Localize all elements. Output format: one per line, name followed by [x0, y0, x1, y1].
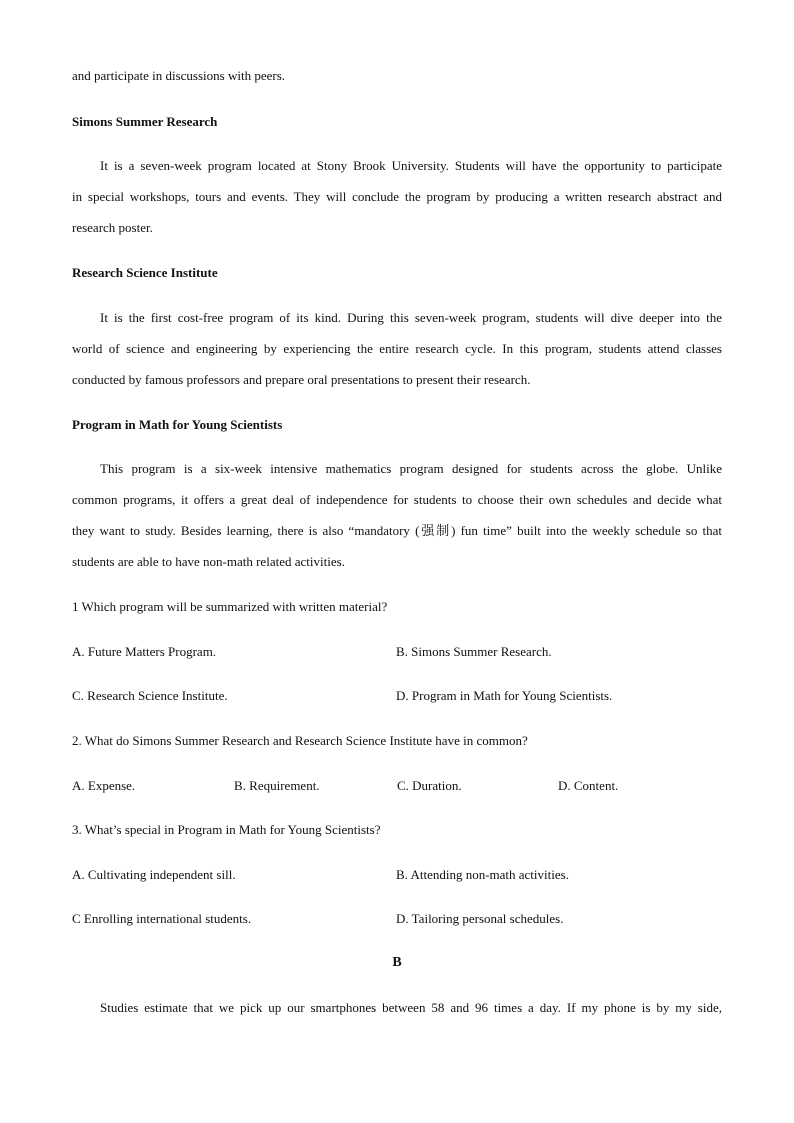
question-option: C. Research Science Institute. — [72, 688, 228, 703]
program-line: they want to study. Besides learning, there is also “mandatory (强制) fun time” built into the weekly schedule so that — [72, 523, 722, 538]
program-line: research poster. — [72, 220, 153, 235]
question-option: A. Expense. — [72, 778, 136, 793]
program-line: in special workshops, tours and events. They will conclude the program by producing a written research abstract and — [72, 189, 722, 204]
program-line: common programs, it offers a great deal of independence for students to choose their own schedules and decide what — [72, 492, 722, 507]
intro-tail-line: and participate in discussions with peers. — [72, 68, 286, 83]
program-line: This program is a six-week intensive mathematics program designed for students across the globe. Unlike — [100, 461, 722, 476]
question-stem: 3. What’s special in Program in Math for Young Scientists? — [72, 822, 381, 837]
question-option: D. Tailoring personal schedules. — [396, 911, 564, 926]
question-option: D. Program in Math for Young Scientists. — [396, 688, 613, 703]
section-heading: B — [392, 955, 402, 970]
question-option: A. Future Matters Program. — [72, 644, 217, 659]
program-title: Simons Summer Research — [72, 114, 218, 129]
question-option: B. Attending non-math activities. — [396, 867, 569, 882]
program-line: It is the first cost-free program of its kind. During this seven-week program, students will dive deeper into the — [100, 310, 722, 325]
question-option: C Enrolling international students. — [72, 911, 252, 926]
program-line: It is a seven-week program located at Stony Brook University. Students will have the opportunity to participate — [100, 158, 722, 173]
passage-line: Studies estimate that we pick up our smartphones between 58 and 96 times a day. If my phone is by my side, — [100, 1000, 722, 1015]
program-line: students are able to have non-math related activities. — [72, 554, 345, 569]
question-option: A. Cultivating independent sill. — [72, 867, 236, 882]
question-option: B. Simons Summer Research. — [396, 644, 552, 659]
program-line: conducted by famous professors and prepare oral presentations to present their research. — [72, 372, 531, 387]
question-option: B. Requirement. — [234, 778, 320, 793]
program-title: Research Science Institute — [72, 265, 218, 280]
program-title: Program in Math for Young Scientists — [72, 417, 283, 432]
question-stem: 2. What do Simons Summer Research and Research Science Institute have in common? — [72, 733, 528, 748]
question-option: D. Content. — [558, 778, 619, 793]
question-stem: 1 Which program will be summarized with written material? — [72, 599, 388, 614]
question-option: C. Duration. — [397, 778, 462, 793]
program-line: world of science and engineering by experiencing the entire research cycle. In this program, students attend classes — [72, 341, 722, 356]
